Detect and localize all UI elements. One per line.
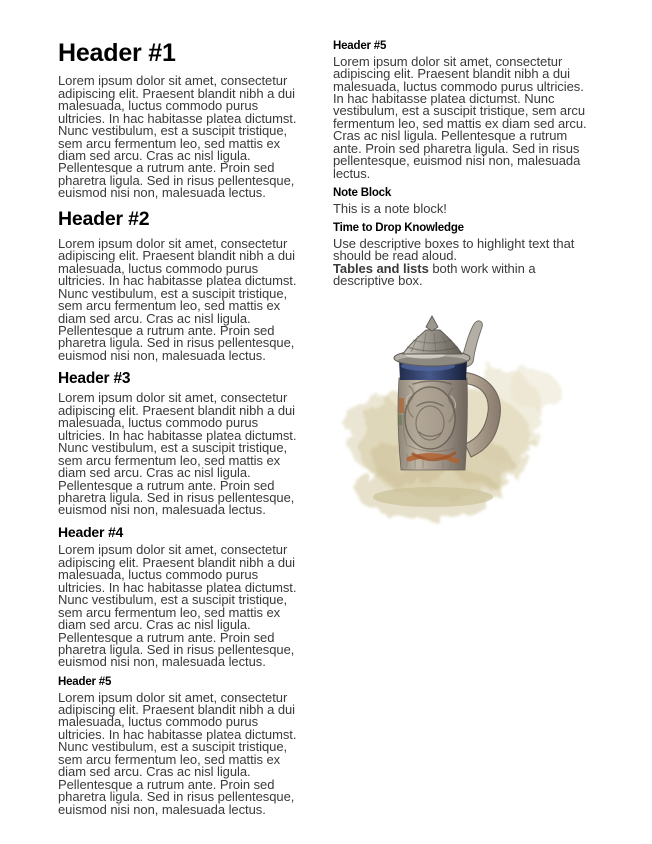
note-block-text: This is a note block! [333,200,447,216]
stein-lid [403,330,462,354]
tables-and-lists-bold-lead: Tables and lists [333,260,429,276]
heading-3: Header #3 [58,370,131,388]
knowledge-text: Use descriptive boxes to highlight text that should be read aloud. [333,235,575,264]
column-right [333,40,587,816]
heading-2: Header #2 [58,207,150,230]
paragraph-under-heading-4: Lorem ipsum dolor sit amet, consectetur adipiscing elit. Praesent blandit nibh a dui malesuada, luctus commodo purus ultricies. In hac habitasse platea dictumst. Nunc vestibulum, est a suscipit tristique, sem arcu fermentum leo, sed mattis ex diam sed arcu. Cras ac nisl ligula. Pellentesque a rutrum ante. Proin sed pharetra ligula. Sed in risus pellentesque, euismod nisi non, malesuada lectus. [58,542,297,670]
stein-shadow [373,487,493,507]
paragraph-under-heading-2: Lorem ipsum dolor sit amet, consectetur adipiscing elit. Praesent blandit nibh a dui malesuada, luctus commodo purus ultricies. In hac habitasse platea dictumst. Nunc vestibulum, est a suscipit tristique, sem arcu fermentum leo, sed mattis ex diam sed arcu. Cras ac nisl ligula. Pellentesque a rutrum ante. Proin sed pharetra ligula. Sed in risus pellentesque, euismod nisi non, malesuada lectus. [58,235,297,363]
knowledge-heading: Time to Drop Knowledge [333,222,464,235]
paragraph-under-heading-3: Lorem ipsum dolor sit amet, consectetur adipiscing elit. Praesent blandit nibh a dui malesuada, luctus commodo purus ultricies. In hac habitasse platea dictumst. Nunc vestibulum, est a suscipit tristique, sem arcu fermentum leo, sed mattis ex diam sed arcu. Cras ac nisl ligula. Pellentesque a rutrum ante. Proin sed pharetra ligula. Sed in risus pellentesque, euismod nisi non, malesuada lectus. [58,390,297,518]
tables-and-lists-line [333,260,587,289]
note-block-heading: Note Block [333,187,392,200]
heading-4: Header #4 [58,523,124,540]
stein-finial-icon [426,316,438,331]
paragraph-under-heading-5-right: Lorem ipsum dolor sit amet, consectetur adipiscing elit. Praesent blandit nibh a dui malesuada, luctus commodo purus ultricies. In hac habitasse platea dictumst. Nunc vestibulum, est a suscipit tristique, sem arcu fermentum leo, sed mattis ex diam sed arcu. Cras ac nisl ligula. Pellentesque a rutrum ante. Proin sed pharetra ligula. Sed in risus pellentesque, euismod nisi non, malesuada lectus. [333,53,587,181]
beer-stein-illustration [333,314,587,532]
heading-1: Header #1 [58,39,176,67]
paragraph-under-heading-5-left: Lorem ipsum dolor sit amet, consectetur adipiscing elit. Praesent blandit nibh a dui malesuada, luctus commodo purus ultricies. In hac habitasse platea dictumst. Nunc vestibulum, est a suscipit tristique, sem arcu fermentum leo, sed mattis ex diam sed arcu. Cras ac nisl ligula. Pellentesque a rutrum ante. Proin sed pharetra ligula. Sed in risus pellentesque, euismod nisi non, malesuada lectus. [58,689,297,817]
heading-5-right: Header #5 [333,40,387,52]
heading-5-left: Header #5 [58,675,112,688]
paragraph-under-heading-1: Lorem ipsum dolor sit amet, consectetur adipiscing elit. Praesent blandit nibh a dui malesuada, luctus commodo purus ultricies. In hac habitasse platea dictumst. Nunc vestibulum, est a suscipit tristique, sem arcu fermentum leo, sed mattis ex diam sed arcu. Cras ac nisl ligula. Pellentesque a rutrum ante. Proin sed pharetra ligula. Sed in risus pellentesque, euismod nisi non, malesuada lectus. [58,73,297,201]
column-left [58,40,308,816]
tables-and-lists-rest: both work within a descriptive box. [333,260,536,289]
